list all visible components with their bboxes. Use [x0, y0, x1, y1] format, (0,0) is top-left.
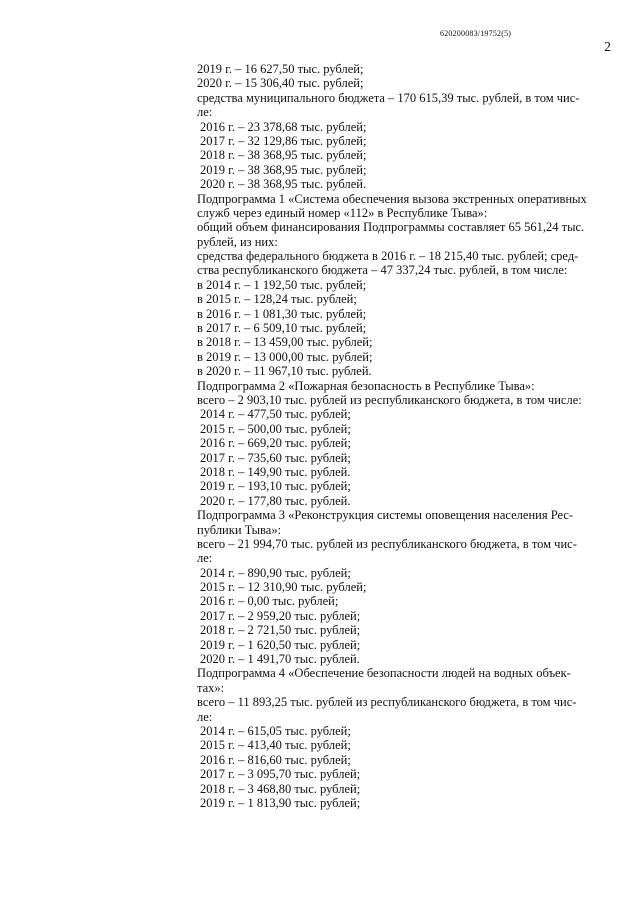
text-line: Подпрограмма 4 «Обеспечение безопасности людей на водных объек- [197, 666, 571, 681]
text-line: Подпрограмма 3 «Реконструкция системы оповещения населения Рес- [197, 508, 574, 523]
text-line: 2014 г. – 615,05 тыс. рублей; [200, 723, 351, 738]
text-line: средства муниципального бюджета – 170 615,39 тыс. рублей, в том чис- [197, 90, 580, 105]
text-line: 2016 г. – 816,60 тыс. рублей; [200, 752, 351, 767]
text-line: 2015 г. – 500,00 тыс. рублей; [200, 421, 351, 436]
text-line: публики Тыва»: [197, 522, 282, 537]
text-line: 2020 г. – 15 306,40 тыс. рублей; [197, 76, 364, 91]
text-line: 2017 г. – 2 959,20 тыс. рублей; [200, 608, 361, 623]
text-line: рублей, из них: [197, 234, 278, 249]
text-line: 2019 г. – 1 813,90 тыс. рублей; [200, 795, 361, 810]
text-line: в 2017 г. – 6 509,10 тыс. рублей; [197, 321, 367, 336]
text-line: 2017 г. – 735,60 тыс. рублей; [200, 450, 351, 465]
text-line: 2014 г. – 477,50 тыс. рублей; [200, 407, 351, 422]
text-line: Подпрограмма 1 «Система обеспечения вызова экстренных оперативных [197, 191, 587, 206]
text-line: служб через единый номер «112» в Республике Тыва»: [197, 205, 488, 220]
text-line: всего – 21 994,70 тыс. рублей из республиканского бюджета, в том чис- [197, 536, 577, 551]
text-line: 2017 г. – 3 095,70 тыс. рублей; [200, 767, 361, 782]
text-line: в 2015 г. – 128,24 тыс. рублей; [197, 292, 357, 307]
text-line: 2019 г. – 38 368,95 тыс. рублей; [200, 162, 367, 177]
text-line: 2019 г. – 1 620,50 тыс. рублей; [200, 637, 361, 652]
text-line: 2016 г. – 0,00 тыс. рублей; [200, 594, 339, 609]
text-line: в 2020 г. – 11 967,10 тыс. рублей. [197, 364, 372, 379]
text-line: общий объем финансирования Подпрограммы составляет 65 561,24 тыс. [197, 220, 585, 235]
text-line: в 2019 г. – 13 000,00 тыс. рублей; [197, 349, 373, 364]
text-line: 2014 г. – 890,90 тыс. рублей; [200, 565, 351, 580]
text-line: 2018 г. – 38 368,95 тыс. рублей; [200, 148, 367, 163]
text-line: 2017 г. – 32 129,86 тыс. рублей; [200, 133, 367, 148]
page-number: 2 [604, 40, 611, 55]
text-line: 2015 г. – 12 310,90 тыс. рублей; [200, 580, 367, 595]
text-line: ства республиканского бюджета – 47 337,24 тыс. рублей, в том числе: [197, 263, 568, 278]
text-line: в 2018 г. – 13 459,00 тыс. рублей; [197, 335, 373, 350]
text-line: средства федерального бюджета в 2016 г. – 18 215,40 тыс. рублей; сред- [197, 249, 579, 264]
text-line: 2019 г. – 16 627,50 тыс. рублей; [197, 62, 364, 76]
text-line: тах»: [197, 680, 225, 695]
text-line: 2020 г. – 1 491,70 тыс. рублей. [200, 652, 360, 667]
text-line: в 2016 г. – 1 081,30 тыс. рублей; [197, 306, 367, 321]
text-line: всего – 2 903,10 тыс. рублей из республиканского бюджета, в том числе: [197, 392, 582, 407]
text-line: 2020 г. – 177,80 тыс. рублей. [200, 493, 351, 508]
document-body [197, 62, 605, 810]
text-line: ле: [197, 551, 213, 566]
text-line: ле: [197, 105, 213, 120]
text-line: 2015 г. – 413,40 тыс. рублей; [200, 738, 351, 753]
text-line: ле: [197, 709, 213, 724]
text-line: 2020 г. – 38 368,95 тыс. рублей. [200, 177, 367, 192]
text-line: всего – 11 893,25 тыс. рублей из республиканского бюджета, в том чис- [197, 695, 577, 710]
text-line: 2016 г. – 669,20 тыс. рублей; [200, 436, 351, 451]
text-line: 2018 г. – 2 721,50 тыс. рублей; [200, 623, 361, 638]
text-line: 2016 г. – 23 378,68 тыс. рублей; [200, 119, 367, 134]
text-line: 2019 г. – 193,10 тыс. рублей; [200, 479, 351, 494]
text-line: в 2014 г. – 1 192,50 тыс. рублей; [197, 277, 367, 292]
text-line: 2018 г. – 3 468,80 тыс. рублей; [200, 781, 361, 796]
text-line: 2018 г. – 149,90 тыс. рублей. [200, 464, 351, 479]
document-id: 620200083/19752(5) [440, 29, 512, 38]
text-line: Подпрограмма 2 «Пожарная безопасность в Республике Тыва»: [197, 378, 535, 393]
